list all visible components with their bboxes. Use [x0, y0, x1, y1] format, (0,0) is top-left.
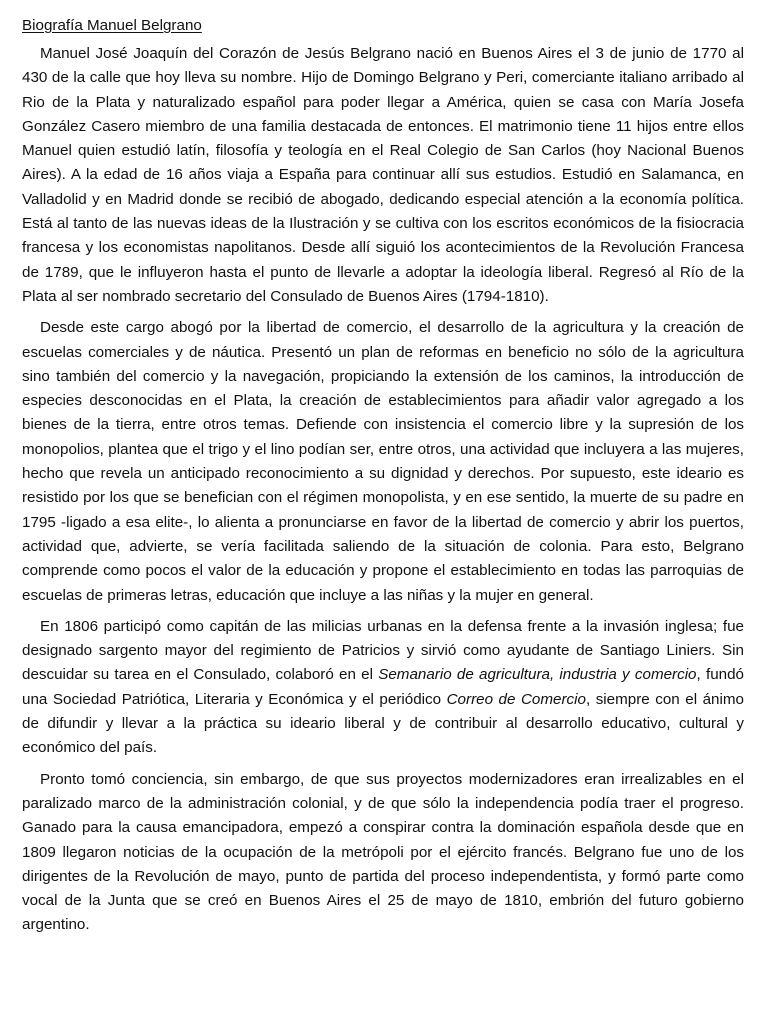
document-title: Biografía Manuel Belgrano: [22, 17, 202, 34]
paragraph-militia-text-1: En 1806 participó como capitán de las milicias urbanas en la defensa frente a la invasión inglesa; fue designado sargento mayor del regimiento de Patricios y sirvió como ayudante de Santiago Liniers. Sin descuidar su tarea en el Consulado, colaboró en el: [22, 617, 744, 684]
document-page: [22, 14, 744, 945]
paragraph-militia: [22, 615, 744, 761]
paragraph-independence: Pronto tomó conciencia, sin embargo, de que sus proyectos modernizadores eran irrealizables en el paralizado marco de la administración colonial, y de que sólo la independencia podía traer el progreso. Ganado para la causa emancipadora, empezó a conspirar contra la dominación española desde que en 1809 llegaron noticias de la ocupación de la metrópoli por el ejército francés. Belgrano fue uno de los dirigentes de la Revolución de mayo, punto de partida del proceso independentista, y formó parte como vocal de la Junta que se creó en Buenos Aires el 25 de mayo de 1810, embrión del futuro gobierno argentino.: [22, 770, 744, 934]
correo-title: Correo de Comercio: [446, 690, 586, 708]
paragraph-militia-text-3: , siempre con el ánimo de difundir y llevar a la práctica su ideario liberal y de contribuir al desarrollo educativo, cultural y económico del país.: [22, 690, 744, 757]
paragraph-early-life: Manuel José Joaquín del Corazón de Jesús Belgrano nació en Buenos Aires el 3 de junio de 1770 al 430 de la calle que hoy lleva su nombre. Hijo de Domingo Belgrano y Peri, comerciante italiano arribado al Rio de la Plata y naturalizado español para poder llegar a América, quien se casa con María Josefa González Casero miembro de una familia destacada de entonces. El matrimonio tiene 11 hijos entre ellos Manuel quien estudió latín, filosofía y teología en el Real Colegio de San Carlos (hoy Nacional Buenos Aires). A la edad de 16 años viaja a España para continuar allí sus estudios. Estudió en Salamanca, en Valladolid y en Madrid donde se recibió de abogado, dedicando especial atención a la economía política. Está al tanto de las nuevas ideas de la Ilustración y se cultiva con los escritos económicos de la fisiocracia francesa y los economistas napolitanos. Desde allí siguió los acontecimientos de la Revolución Francesa de 1789, que le influyeron hasta el punto de llevarle a adoptar la ideología liberal. Regresó al Río de la Plata al ser nombrado secretario del Consulado de Buenos Aires (1794-1810).: [22, 45, 744, 305]
paragraph-militia-text-2: , fundó una Sociedad Patriótica, Literaria y Económica y el periódico: [22, 666, 744, 708]
paragraph-consulado: Desde este cargo abogó por la libertad de comercio, el desarrollo de la agricultura y la creación de escuelas comerciales y de náutica. Presentó un plan de reformas en beneficio no sólo de la agricultura sino también del comercio y la navegación, propiciando la extensión de los caminos, la introducción de especies desconocidas en el Plata, la creación de establecimientos para añadir valor agregado a los bienes de la tierra, entre otros temas. Defiende con insistencia el comercio libre y la supresión de los monopolios, plantea que el trigo y el lino podían ser, entre otros, una actividad que incluyera a las mujeres, hecho que revela un anticipado reconocimiento a su dignidad y derechos. Por supuesto, este ideario es resistido por los que se benefician con el régimen monopolista, y en ese sentido, la muerte de su padre en 1795 -ligado a esa elite-, lo alienta a pronunciarse en favor de la libertad de comercio y abrir los puertos, actividad que, advierte, se vería facilitada saliendo de la situación de colonia. Para esto, Belgrano comprende como pocos el valor de la educación y propone el establecimiento en todas las parroquias de escuelas de primeras letras, educación que incluye a las niñas y la mujer en general.: [22, 319, 744, 604]
semanario-title: Semanario de agricultura, industria y comercio: [378, 666, 697, 684]
